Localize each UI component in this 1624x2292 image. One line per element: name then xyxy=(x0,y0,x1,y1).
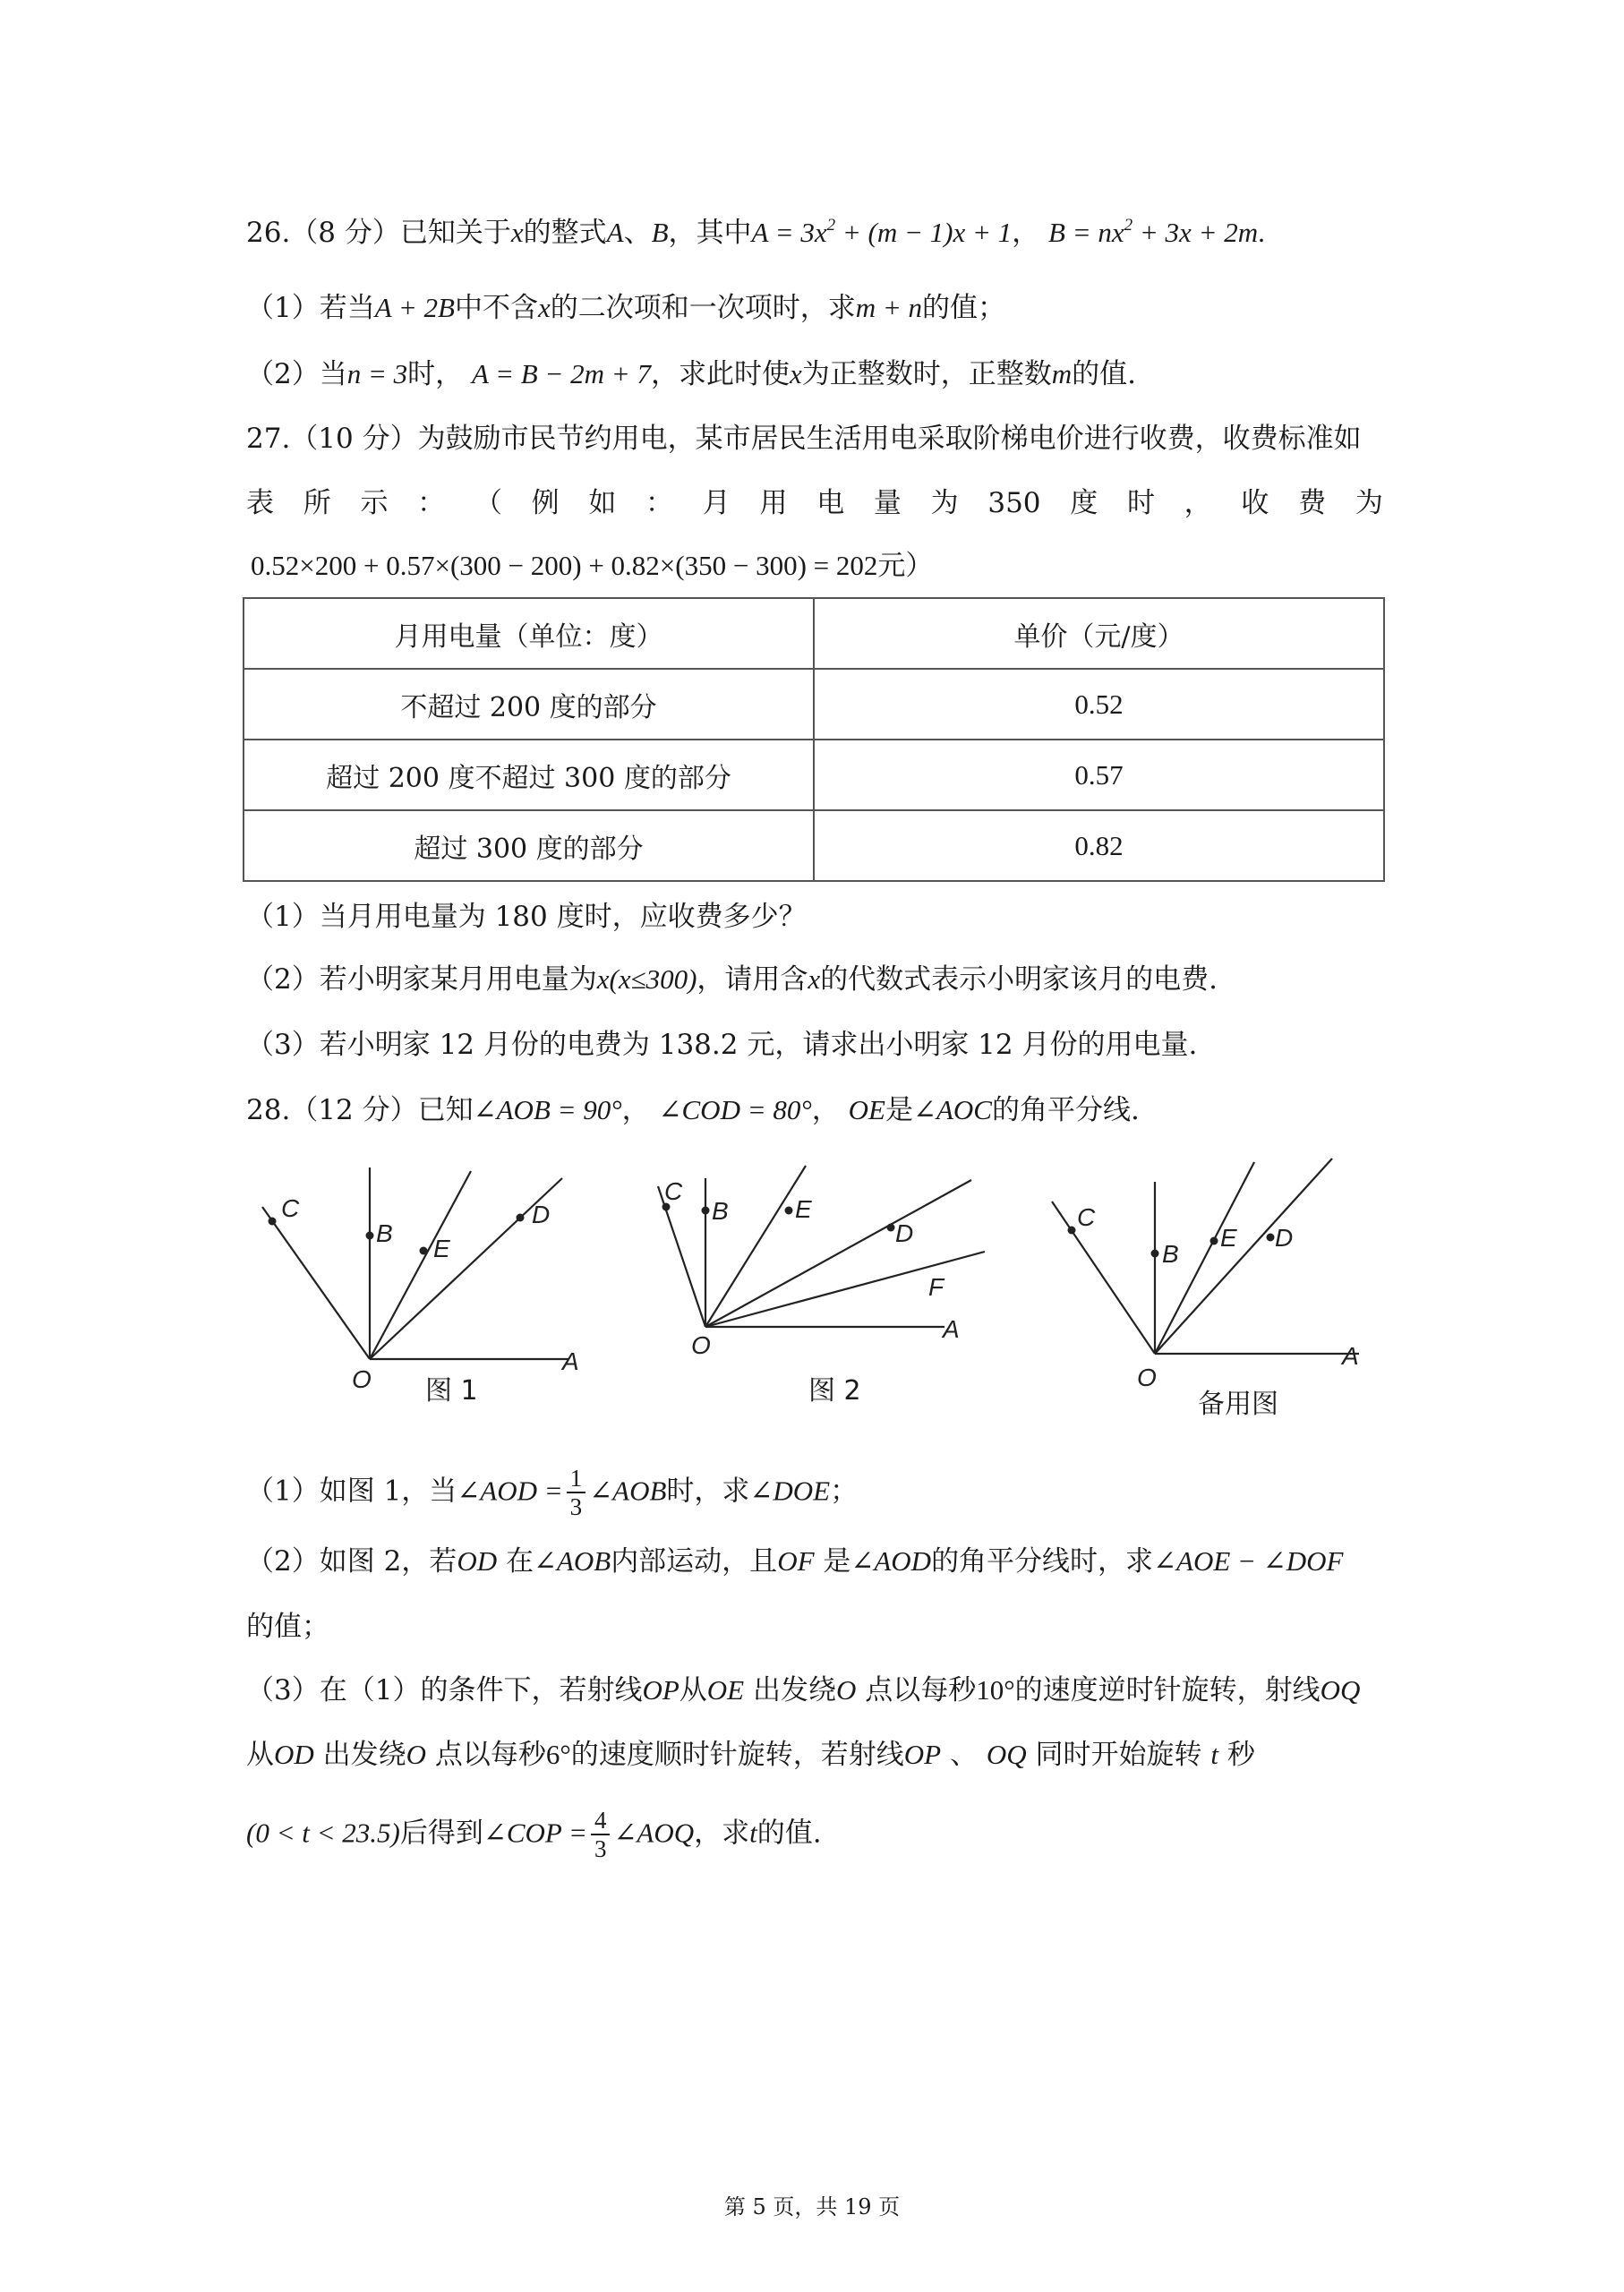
figure-1-labels xyxy=(281,1194,579,1393)
q27-line2-char: 度 xyxy=(1070,487,1098,519)
q27-line2-char: 为 xyxy=(930,487,959,519)
table-header: 月用电量（单位：度） xyxy=(244,598,814,669)
q27-line2-char: 电 xyxy=(816,487,845,519)
q26-p1-text: （1）若当 xyxy=(246,292,375,324)
q28-p1-text: ； xyxy=(830,1475,859,1508)
angle-aob: ∠AOB xyxy=(533,1545,611,1577)
q28-p3-text: ，求 xyxy=(694,1817,750,1850)
expr-b-part2: + 3x + 2m xyxy=(1133,217,1259,248)
q28-p3-text: 的值. xyxy=(756,1817,822,1850)
expr-a xyxy=(752,217,1013,248)
q28-p2-text: 在 xyxy=(505,1545,534,1578)
table-header-row xyxy=(244,598,1384,669)
table-header: 单价（元/度） xyxy=(814,598,1384,669)
q27-line2-char: 为 xyxy=(1355,487,1383,519)
fraction-denominator: 3 xyxy=(594,1835,607,1862)
q27-line2-char: ： xyxy=(645,487,674,519)
expr-a-eq: A = B − 2m + 7 xyxy=(472,358,651,389)
q27-line2-char: 用 xyxy=(759,487,788,519)
q27-line2-char: 量 xyxy=(873,487,902,519)
q27-line2-char: ： xyxy=(417,487,446,519)
var-b: B xyxy=(651,217,669,248)
fraction-numerator: 4 xyxy=(591,1807,611,1835)
expr-a-part2: + (m − 1)x + 1 xyxy=(835,217,1013,248)
figure-1 xyxy=(262,1167,568,1359)
q27-p2-text: （2）若小明家某月用电量为 xyxy=(246,963,597,996)
label-a: A xyxy=(1342,1342,1359,1370)
label-o: O xyxy=(352,1365,372,1393)
q28-p3-text: 、 xyxy=(949,1739,978,1771)
q27-line2-char: 收 xyxy=(1241,487,1269,519)
table-cell: 超过 200 度不超过 300 度的部分 xyxy=(244,740,814,810)
label-e: E xyxy=(1220,1224,1237,1252)
var-t: t xyxy=(749,1817,757,1849)
rate-10-deg: 10° xyxy=(976,1674,1015,1706)
fraction-numerator: 1 xyxy=(567,1465,586,1493)
q26-part2 xyxy=(246,355,1136,394)
table-cell: 0.82 xyxy=(814,810,1384,881)
q26-p2-text: ，求此时使 xyxy=(650,358,790,390)
q27-p2-text: 的代数式表示小明家该月的电费. xyxy=(820,963,1218,996)
var-x: x xyxy=(789,358,802,389)
label-a: A xyxy=(562,1347,579,1375)
q28-p3-text: 从 xyxy=(246,1739,274,1771)
q27-stem-line3 xyxy=(251,546,933,586)
q28-part3-line1 xyxy=(246,1671,1360,1710)
q28-p3-text: 的速度顺时针旋转，若射线 xyxy=(570,1739,904,1771)
exponent: 2 xyxy=(1124,216,1133,235)
table-row xyxy=(244,669,1384,740)
q28-text: ， xyxy=(811,1094,840,1126)
q27-line2-char: 费 xyxy=(1298,487,1327,519)
q28-part1 xyxy=(246,1465,858,1520)
label-c: C xyxy=(281,1194,300,1222)
label-e: E xyxy=(795,1195,812,1223)
table-cell: 0.52 xyxy=(814,669,1384,740)
angle-cop: ∠COP = xyxy=(483,1817,587,1849)
label-o: O xyxy=(1137,1364,1157,1391)
rate-6-deg: 6° xyxy=(545,1739,571,1770)
q26-text: ， xyxy=(1012,217,1040,249)
q28-p3-text: 点以每秒 xyxy=(434,1739,546,1771)
label-d: D xyxy=(895,1219,914,1247)
var-m: m xyxy=(1051,358,1073,389)
var-x: x xyxy=(537,292,551,323)
q26-text: 、 xyxy=(623,217,652,249)
ray-od: OD xyxy=(457,1545,498,1577)
expr-b xyxy=(1048,217,1258,248)
q27-line2-char: （ xyxy=(474,487,502,519)
angle-aoq: ∠AOQ xyxy=(613,1817,695,1849)
var-t: t xyxy=(1210,1739,1218,1770)
q28-text: 的角平分线. xyxy=(991,1094,1140,1126)
angle-aoc: ∠AOC xyxy=(912,1094,992,1125)
expr-b-part1: B = nx xyxy=(1048,217,1124,248)
label-e: E xyxy=(433,1235,450,1262)
price-table xyxy=(243,597,1385,882)
q28-text: ， xyxy=(621,1094,650,1126)
q27-line2-char: 所 xyxy=(303,487,331,519)
q26-text: 的整式 xyxy=(523,217,607,249)
fraction-four-thirds xyxy=(591,1807,611,1862)
q27-example-formula: 0.52×200 + 0.57×(300 − 200) + 0.82×(350 − 300) = 202 xyxy=(251,550,878,581)
q28-p3-text: 出发绕 xyxy=(322,1739,406,1771)
q28-p3-text: 从 xyxy=(679,1674,707,1706)
q26-p2-text: 时， xyxy=(407,358,464,390)
figure-1-caption: 图 1 xyxy=(425,1375,478,1407)
ray-oe: OE xyxy=(706,1674,745,1706)
var-a: A xyxy=(606,217,624,248)
q27-part1: （1）当月用电量为 180 度时，应收费多少？ xyxy=(246,901,807,933)
q26-stem xyxy=(246,213,1265,252)
label-a: A xyxy=(943,1315,960,1343)
q28-p1-text: （1）如图 1，当 xyxy=(246,1475,457,1508)
var-x: x xyxy=(510,217,524,248)
ray-oq: OQ xyxy=(986,1739,1027,1770)
q28-p2-text: （2）如图 2，若 xyxy=(246,1545,457,1578)
expr-a-plus-2b: A + 2B xyxy=(374,292,455,323)
angle-aob-90: ∠AOB = 90° xyxy=(473,1094,622,1125)
figure-2 xyxy=(658,1166,985,1327)
q27-p2-text: ，请用含 xyxy=(697,963,808,996)
expr-x-le-300: x(x≤300) xyxy=(596,963,697,995)
q26-p1-text: 的二次项和一次项时，求 xyxy=(550,292,856,324)
figure-2-points xyxy=(662,1203,895,1232)
table-row xyxy=(244,740,1384,810)
q26-text: . xyxy=(1258,217,1265,248)
q28-p3-text: 的速度逆时针旋转，射线 xyxy=(1014,1674,1321,1706)
label-b: B xyxy=(376,1219,393,1247)
q27-line2-char: 时 xyxy=(1126,487,1155,519)
q27-line2-char: ， xyxy=(1184,487,1212,519)
q28-p1-text: 时，求 xyxy=(666,1475,750,1508)
q28-stem xyxy=(246,1090,1140,1130)
q28-p3-text: 出发绕 xyxy=(752,1674,836,1706)
q27-line2-char: 示 xyxy=(360,487,389,519)
q26-part1 xyxy=(246,288,1005,328)
label-d: D xyxy=(1275,1224,1294,1252)
label-c: C xyxy=(664,1177,683,1205)
q28-p3-text: 后得到 xyxy=(399,1817,483,1850)
label-o: O xyxy=(691,1331,711,1359)
ray-of: OF xyxy=(777,1545,815,1577)
exponent: 2 xyxy=(826,216,836,235)
var-x: x xyxy=(808,963,821,995)
q27-unit: 元） xyxy=(877,550,934,582)
q26-text: ，其中 xyxy=(668,217,752,249)
q28-part2 xyxy=(246,1542,1343,1581)
fraction-denominator: 3 xyxy=(569,1493,583,1520)
q27-line2-char: 表 xyxy=(246,487,274,519)
ray-op: OP xyxy=(642,1674,680,1706)
q26-p1-text: 的值； xyxy=(922,292,1006,324)
label-c: C xyxy=(1077,1203,1096,1231)
q28-p3-text: 秒 xyxy=(1227,1739,1255,1771)
q28-p2-text: 的角平分线时，求 xyxy=(931,1545,1154,1578)
q28-head: 28.（12 分）已知 xyxy=(246,1094,474,1126)
q28-part3-line2 xyxy=(246,1735,1255,1775)
q26-p1-text: 中不含 xyxy=(454,292,538,324)
q28-p3-text: （3）在（1）的条件下，若射线 xyxy=(246,1674,643,1706)
range-t: (0 < t < 23.5) xyxy=(246,1817,400,1849)
q28-p2-text: 内部运动，且 xyxy=(611,1545,778,1578)
table-cell: 0.57 xyxy=(814,740,1384,810)
q28-p3-text: 点以每秒 xyxy=(865,1674,977,1706)
q27-line2-char: 350 xyxy=(987,487,1041,519)
label-b: B xyxy=(712,1197,729,1225)
page-footer: 第 5 页，共 19 页 xyxy=(723,2194,901,2219)
table-cell: 超过 300 度的部分 xyxy=(244,810,814,881)
q27-part2 xyxy=(246,960,1218,999)
expr-a-part1: A = 3x xyxy=(751,217,827,248)
ray-oe: OE xyxy=(848,1094,885,1125)
q28-p3-text: 同时开始旋转 xyxy=(1035,1739,1202,1771)
q27-stem-line2 xyxy=(246,483,1383,523)
angle-cod-80: ∠COD = 80° xyxy=(658,1094,812,1125)
q28-text: 是 xyxy=(885,1094,913,1126)
q27-part3: （3）若小明家 12 月份的电费为 138.2 元，请求出小明家 12 月份的用电量. xyxy=(246,1029,1198,1061)
point-o: O xyxy=(406,1739,427,1770)
label-f: F xyxy=(928,1273,944,1301)
q27-line2-char: 月 xyxy=(702,487,731,519)
expr-angle-difference: ∠AOE − ∠DOF xyxy=(1153,1545,1344,1577)
q27-line2-char: 如 xyxy=(588,487,617,519)
expr-m-plus-n: m + n xyxy=(855,292,923,323)
ray-oq: OQ xyxy=(1320,1674,1361,1706)
figure-1-points xyxy=(269,1214,525,1255)
table-row xyxy=(244,810,1384,881)
fraction-one-third xyxy=(567,1465,586,1520)
ray-od: OD xyxy=(274,1739,314,1770)
ray-op: OP xyxy=(903,1739,942,1770)
table-cell: 不超过 200 度的部分 xyxy=(244,669,814,740)
figure-3 xyxy=(1052,1159,1359,1354)
angle-aob: ∠AOB xyxy=(589,1475,667,1507)
expr-n-eq-3: n = 3 xyxy=(346,358,408,389)
point-o: O xyxy=(835,1674,857,1706)
angle-aod: ∠AOD xyxy=(850,1545,932,1577)
q27-line2-char: 例 xyxy=(531,487,560,519)
q28-p2-text: 是 xyxy=(823,1545,851,1578)
q26-p2-text: 为正整数时，正整数 xyxy=(801,358,1052,390)
figure-3-caption: 备用图 xyxy=(1198,1389,1278,1420)
label-b: B xyxy=(1162,1240,1179,1268)
q26-p2-text: （2）当 xyxy=(246,358,347,390)
q27-stem-line1: 27.（10 分）为鼓励市民节约用电，某市居民生活用电采取阶梯电价进行收费，收费标准如 xyxy=(246,423,1362,455)
q26-head: 26.（8 分）已知关于 xyxy=(246,217,511,249)
figure-2-caption: 图 2 xyxy=(808,1375,861,1407)
q28-part3-line3 xyxy=(246,1807,822,1862)
angle-doe: ∠DOE xyxy=(749,1475,831,1507)
angle-aod: ∠AOD = xyxy=(457,1475,563,1507)
q28-part2-cont: 的值； xyxy=(246,1611,329,1643)
q26-p2-text: 的值. xyxy=(1072,358,1136,390)
label-d: D xyxy=(532,1201,551,1228)
